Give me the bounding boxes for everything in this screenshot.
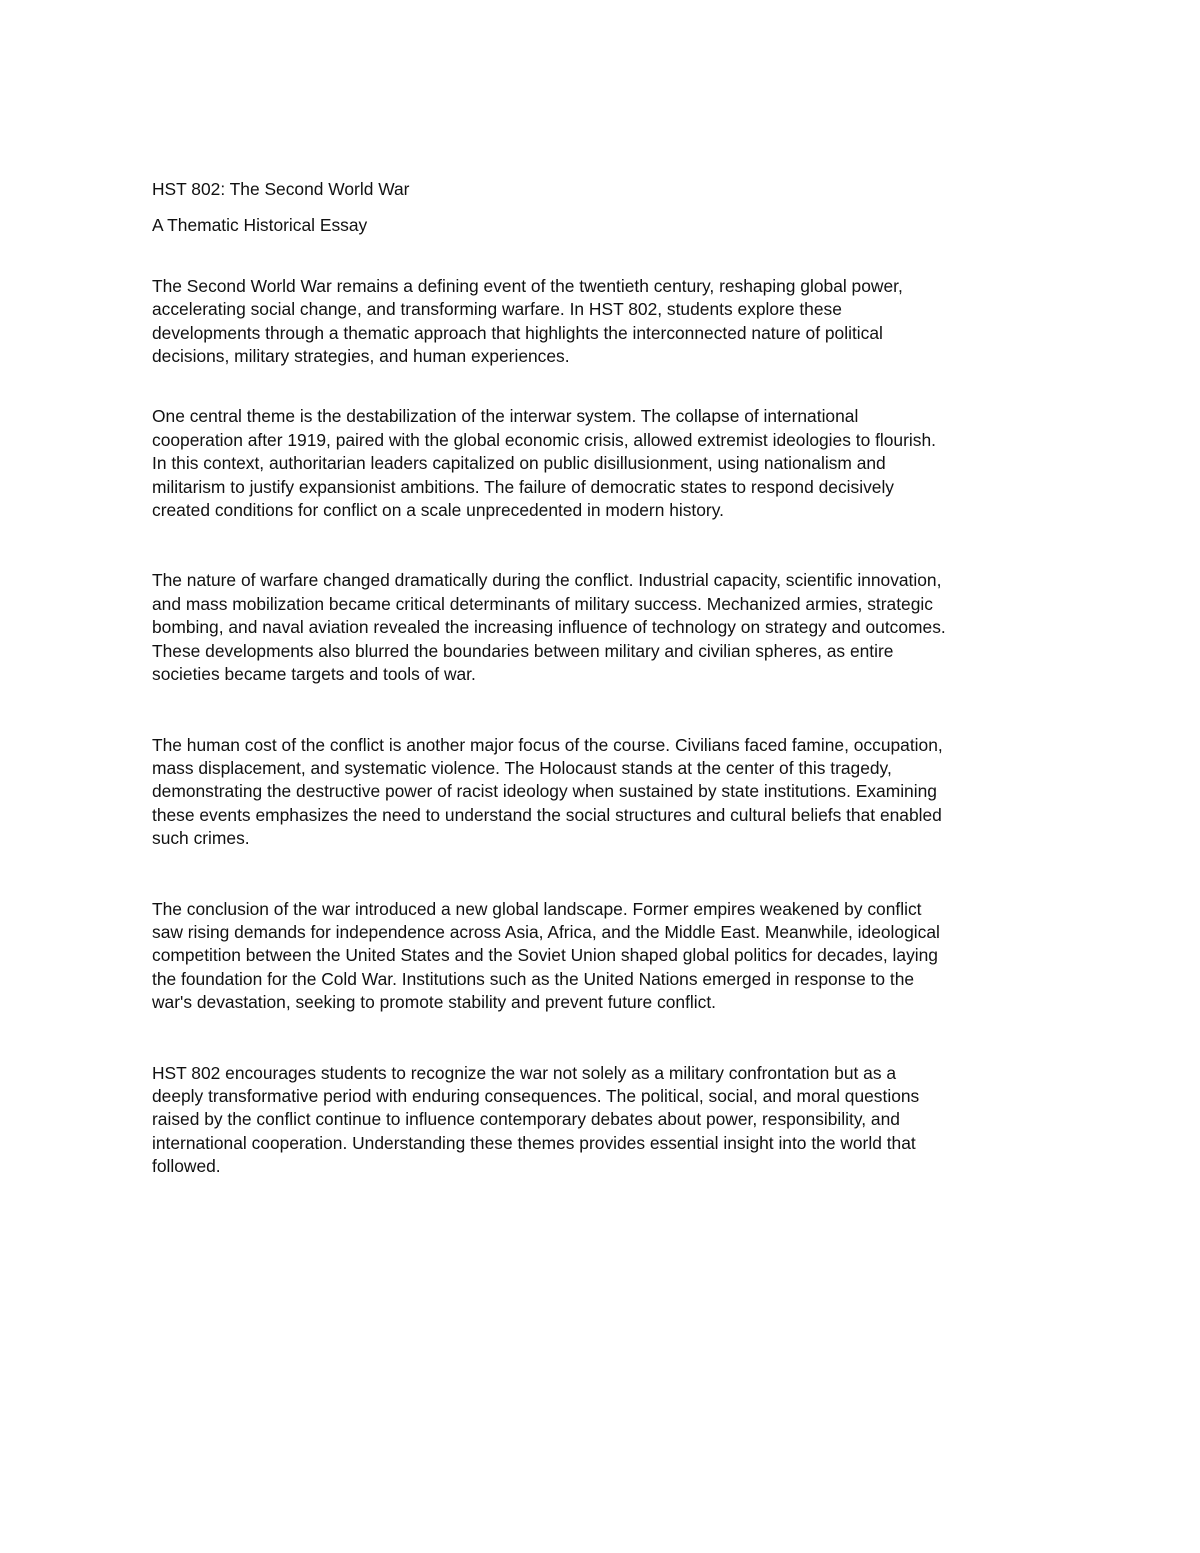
paragraph-line: deeply transformative period with enduring consequences. The political, social, and moral questions <box>152 1085 920 1106</box>
paragraph-line: The nature of warfare changed dramatically during the conflict. Industrial capacity, scientific innovation, <box>152 570 942 591</box>
paragraph-line: demonstrating the destructive power of racist ideology when sustained by state institutions. Examining <box>152 781 937 802</box>
paragraph-course-summary <box>152 1062 1052 1179</box>
paragraph-line: The human cost of the conflict is another major focus of the course. Civilians faced famine, occupation, <box>152 734 943 755</box>
paragraph-line: In this context, authoritarian leaders capitalized on public disillusionment, using nationalism and <box>152 453 886 474</box>
paragraph-line: militarism to justify expansionist ambitions. The failure of democratic states to respond decisively <box>152 476 894 497</box>
paragraph-line: The Second World War remains a defining event of the twentieth century, reshaping global power, <box>152 275 903 296</box>
paragraph-line: international cooperation. Understanding these themes provides essential insight into the world that <box>152 1132 916 1153</box>
paragraph-introduction <box>152 275 1052 369</box>
paragraph-interwar-system <box>152 405 1052 522</box>
paragraph-line: mass displacement, and systematic violence. The Holocaust stands at the center of this tragedy, <box>152 757 892 778</box>
paragraph-line: cooperation after 1919, paired with the global economic crisis, allowed extremist ideologies to flourish. <box>152 429 936 450</box>
paragraph-line: One central theme is the destabilization of the interwar system. The collapse of international <box>152 406 859 427</box>
paragraph-line: raised by the conflict continue to influence contemporary debates about power, responsibility, and <box>152 1109 900 1130</box>
paragraph-line: the foundation for the Cold War. Institutions such as the United Nations emerged in response to the <box>152 968 915 989</box>
paragraph-line: HST 802 encourages students to recognize the war not solely as a military confrontation but as a <box>152 1062 897 1083</box>
paragraph-line: accelerating social change, and transforming warfare. In HST 802, students explore these <box>152 299 842 320</box>
paragraph-line: bombing, and naval aviation revealed the increasing influence of technology on strategy and outcomes. <box>152 617 946 638</box>
paragraph-line: societies became targets and tools of war. <box>152 664 476 685</box>
paragraph-nature-of-warfare <box>152 569 1052 686</box>
document-body <box>152 178 1052 1179</box>
paragraph-line: developments through a thematic approach that highlights the interconnected nature of political <box>152 322 883 343</box>
paragraph-line: competition between the United States and the Soviet Union shaped global politics for decades, laying <box>152 945 938 966</box>
paragraph-conclusion-of-war <box>152 898 1052 1015</box>
paragraph-line: The conclusion of the war introduced a new global landscape. Former empires weakened by conflict <box>152 898 922 919</box>
paragraph-line: saw rising demands for independence across Asia, Africa, and the Middle East. Meanwhile, ideological <box>152 921 940 942</box>
paragraph-line: and mass mobilization became critical determinants of military success. Mechanized armies, strategic <box>152 593 933 614</box>
paragraph-line: created conditions for conflict on a scale unprecedented in modern history. <box>152 500 724 521</box>
paragraph-line: followed. <box>152 1156 221 1177</box>
paragraph-line: these events emphasizes the need to understand the social structures and cultural beliefs that enabled <box>152 804 942 825</box>
document-subtitle: A Thematic Historical Essay <box>152 215 368 236</box>
document-title: HST 802: The Second World War <box>152 179 410 199</box>
paragraph-line: decisions, military strategies, and human experiences. <box>152 346 570 367</box>
paragraph-line: such crimes. <box>152 828 250 849</box>
paragraph-line: war's devastation, seeking to promote stability and prevent future conflict. <box>152 992 716 1013</box>
paragraph-human-cost <box>152 734 1052 851</box>
paragraph-line: These developments also blurred the boundaries between military and civilian spheres, as entire <box>152 640 894 661</box>
